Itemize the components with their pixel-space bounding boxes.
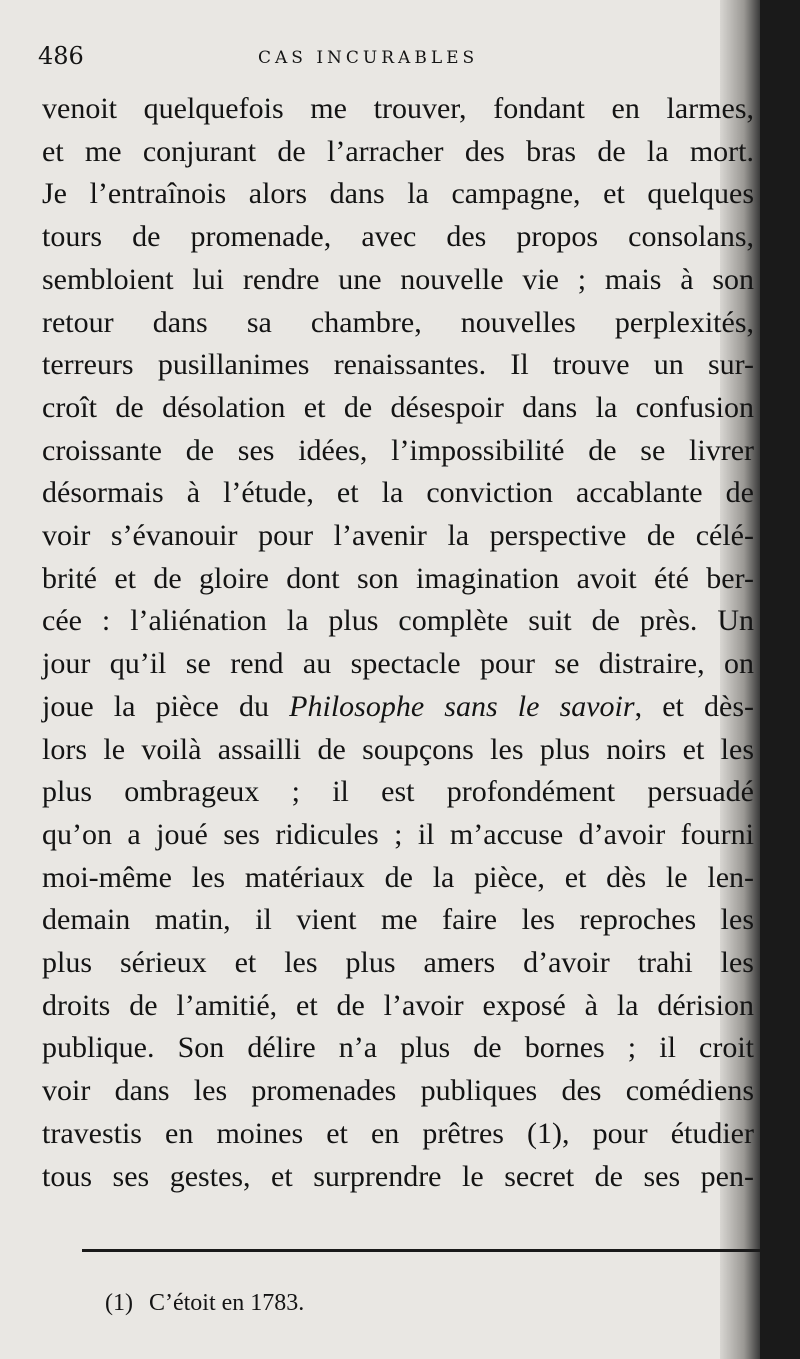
text-line: droits de l’amitié, et de l’avoir exposé à la dérision [42, 988, 754, 1022]
text-line: voir s’évanouir pour l’avenir la perspective de célé- [42, 519, 754, 553]
text-line: plus sérieux et les plus amers d’avoir trahi les [42, 946, 754, 980]
footnote-divider [82, 1249, 760, 1252]
text-line: voir dans les promenades publiques des comédiens [42, 1074, 754, 1108]
text-line-with-title [42, 686, 754, 729]
running-head: CAS INCURABLES [258, 48, 479, 68]
footnote [105, 1290, 304, 1317]
text-line: publique. Son délire n’a plus de bornes ; il croit [42, 1031, 754, 1065]
text-line: croissante de ses idées, l’impossibilité de se livrer [42, 433, 754, 467]
text-line: tous ses gestes, et surprendre le secret de ses pen- [42, 1159, 754, 1193]
footnote-text: C’étoit en 1783. [148, 1290, 305, 1316]
text-line: lors le voilà assailli de soupçons les plus noirs et les [42, 732, 754, 766]
text-line: plus ombrageux ; il est profondément persuadé [42, 775, 754, 809]
text-line: et me conjurant de l’arracher des bras de la mort. [42, 134, 754, 168]
text-line: travestis en moines et en prêtres (1), pour étudier [42, 1116, 754, 1150]
text-line: Je l’entraînois alors dans la campagne, et quelques [42, 177, 754, 211]
text-line: brité et de gloire dont son imagination avoit été ber- [42, 561, 754, 595]
text-line: tours de promenade, avec des propos consolans, [42, 220, 754, 254]
text-line: cée : l’aliénation la plus complète suit de près. Un [42, 604, 754, 638]
text-line: moi-même les matériaux de la pièce, et dès le len- [42, 860, 754, 894]
text-line: qu’on a joué ses ridicules ; il m’accuse d’avoir fourni [42, 817, 754, 851]
page-header [38, 40, 738, 80]
footnote-marker: (1) [105, 1290, 133, 1316]
text-line: désormais à l’étude, et la conviction accablante de [42, 476, 754, 510]
body-text [42, 88, 754, 1198]
text-line: retour dans sa chambre, nouvelles perplexités, [42, 305, 754, 339]
text-line: croît de désolation et de désespoir dans la confusion [42, 390, 754, 424]
text-segment: , et dès- [634, 689, 754, 723]
text-line: terreurs pusillanimes renaissantes. Il trouve un sur- [42, 348, 754, 382]
text-segment: joue la pièce du [42, 689, 290, 723]
text-line: demain matin, il vient me faire les reproches les [42, 903, 754, 937]
page-number: 486 [38, 42, 84, 70]
text-line: sembloient lui rendre une nouvelle vie ; mais à son [42, 262, 754, 296]
text-line: jour qu’il se rend au spectacle pour se distraire, on [42, 647, 754, 681]
text-line: venoit quelquefois me trouver, fondant en larmes, [42, 92, 754, 125]
play-title: Philosophe sans le savoir [289, 689, 635, 723]
